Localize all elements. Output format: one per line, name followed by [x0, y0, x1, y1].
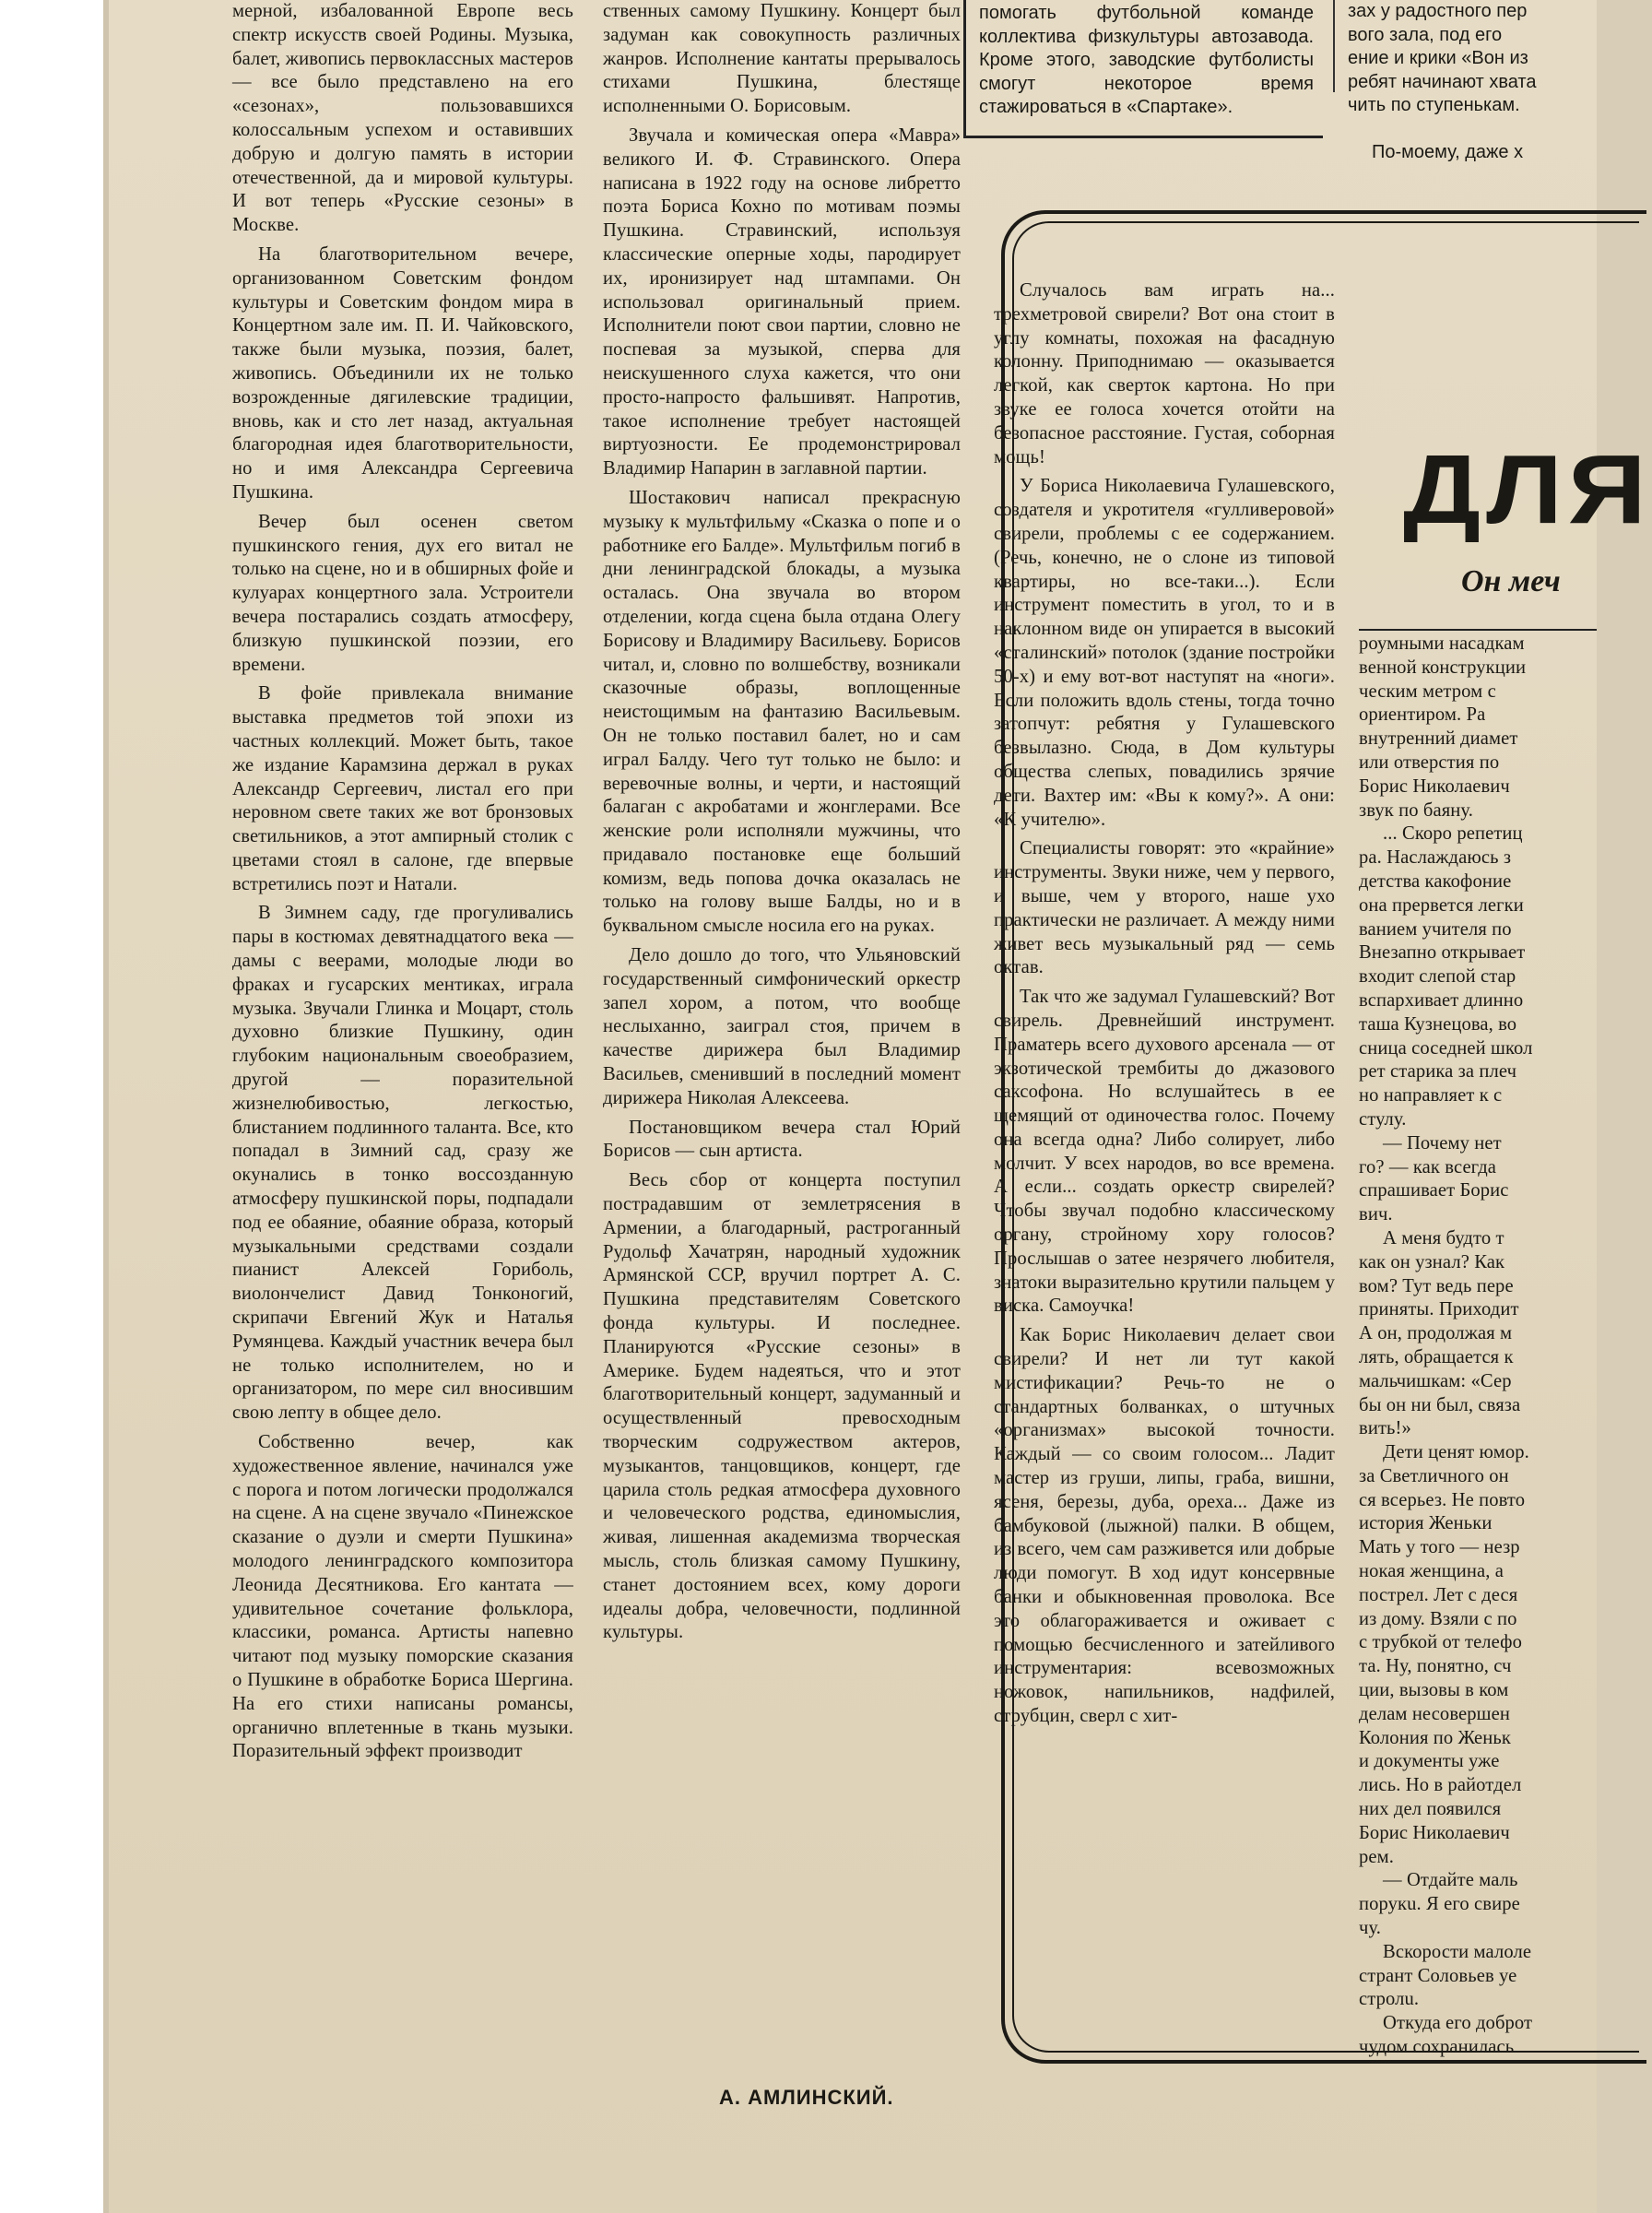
article-column-3 — [994, 279, 1335, 1734]
text-line: — Отдайте маль — [1383, 1870, 1518, 1891]
text-line: порукu. Я его свире — [1359, 1894, 1520, 1915]
text-line: Вскорости малоле — [1383, 1941, 1532, 1962]
text-line: лять, обращается к — [1359, 1346, 1514, 1367]
paragraph: В фойе привлекала внимание выставка предметов той эпохи из частных коллекций. Может быть, такое же издание Карамзина держал в руках Александр Сергеевич, листал его при неровном свете таких же вот бронзовых светильников, а этот ампирный столик с цветами стоял в салоне, где впервые встретились поэт и Натали. — [232, 683, 573, 894]
text-line: — Почему нет — [1383, 1132, 1502, 1154]
text-line: ребят начинают хвата — [1348, 71, 1537, 92]
text-line: Колония по Женьк — [1359, 1727, 1512, 1748]
text-line: А меня будто т — [1383, 1227, 1504, 1249]
text-line: чудом сохранилась — [1359, 2037, 1515, 2058]
text-line: А он, продолжая м — [1359, 1323, 1513, 1344]
text-line: как он узнал? Как — [1359, 1251, 1505, 1272]
text-line: стролu. — [1359, 1989, 1420, 2010]
text-line: мальчишкам: «Сер — [1359, 1370, 1512, 1391]
text-line: вого зала, под его — [1348, 24, 1503, 45]
text-line: чить по ступенькам. — [1348, 95, 1520, 115]
article-headline: ДЛЯ — [1403, 434, 1652, 545]
text-line: ванием учителя по — [1359, 918, 1512, 940]
article-column-1 — [232, 0, 573, 1769]
text-line: ение и крики «Вон из — [1348, 48, 1528, 68]
text-line: странт Соловьев уе — [1359, 1965, 1517, 1986]
paragraph: мерной, избалованной Европе весь спектр искусств своей Родины. Музыка, балет, живопись первоклассных мастеров — все было представлено на его «сезонах», пользовавшихся колоссальным успехом и оставивших добрую и долгую память в истории отечественной, да и мировой культуры. И вот теперь «Русские сезоны» в Москве. — [232, 1, 573, 236]
text-line: лись. Но в райотдел — [1359, 1775, 1522, 1796]
text-line: за Светличного он — [1359, 1465, 1509, 1486]
text-line: она прервется легки — [1359, 894, 1524, 916]
paragraph: Специалисты говорят: это «крайние» инструменты. Звуки ниже, чем у первого, и выше, чем у второго, наше ухо практически не различает. А между ними живет весь музыкальный ряд — семь октав. — [994, 838, 1335, 978]
text-line: звук по баяну. — [1359, 799, 1473, 821]
text-line: го? — как всегда — [1359, 1156, 1497, 1178]
text-line: входит слепой стар — [1359, 966, 1516, 988]
text-line: ра. Наслаждаюсь з — [1359, 847, 1512, 869]
text-line: ции, вызовы в ком — [1359, 1680, 1509, 1701]
text-line: Внезапно открывает — [1359, 942, 1526, 964]
text-line: вить!» — [1359, 1418, 1411, 1439]
text-line: нокая женщина, а — [1359, 1561, 1504, 1582]
text-line: детства какофоние — [1359, 870, 1512, 892]
text-line: внутренний диамет — [1359, 728, 1518, 750]
text-line — [1348, 118, 1597, 142]
sports-note-text: помогать футбольной команде коллектива физкультуры автозавода. Кроме этого, заводские футболисты смогут некоторое время стажироваться в «Спартаке». — [979, 3, 1314, 117]
text-line: Дети ценят юмор. — [1383, 1442, 1529, 1463]
paragraph: Весь сбор от концерта поступил пострадавшим от землетрясения в Армении, а благодарный, растроганный Рудольф Хачатрян, народный художник Армянской ССР, вручил портрет А. С. Пушкина представителям Советского фонда культуры. И последнее. Планируются «Русские сезоны» в Америке. Будем надеяться, что и этот благотворительный концерт, задуманный и осуществленный превосходным творческим содружеством актеров, музыкантов, танцовщиков, концерт, где царила столь редкая атмосфера духовного и человеческого родства, единомыслия, живая, лишенная академизма творческая мысль, столь близкая самому Пушкину, станет достоянием всех, кому дороги идеалы добра, человечности, подлинной культуры. — [603, 1170, 961, 1643]
paragraph: Как Борис Николаевич делает свои свирели? И нет ли тут какой мистификации? Речь-то не о стандартных болванках, о штучных «организмах» высокой точности. Каждый — со своим голосом... Ладит мастер из груши, липы, граба, вишни, ясеня, березы, дуба, ореха... Даже из бамбуковой (лыжной) палки. В общем, из всего, чем сам разживется или добрые люди помогут. В ход идут консервные банки и обыкновенная проволока. Все это облагораживается и оживает с помощью бесчисленного и затейливого инструментария: всевозможных ножовок, напильников, надфилей, струбцин, сверл с хит- — [994, 1325, 1335, 1727]
paragraph: Так что же задумал Гулашевский? Вот свирель. Древнейший инструмент. Праматерь всего духового арсенала — от экзотической трембиты до джазового саксофона. Но вслушайтесь в ее щемящий от одиночества голос. Почему она всегда одна? Либо солирует, либо молчит. У всех народов, во все времена. А если... создать оркестр свирелей? Чтобы звучал подобно классическому органу, стройному хору голосов? Прослышав о затее незрячего любителя, знатоки выразительно крутили пальцем у виска. Самоучка! — [994, 987, 1335, 1317]
text-line: Борис Николаевич — [1359, 1822, 1510, 1843]
text-line: бы он ни был, связа — [1359, 1394, 1521, 1415]
text-line: вспархивает длинно — [1359, 989, 1524, 1011]
text-line: приняты. Приходит — [1359, 1299, 1519, 1320]
text-line: рет старика за плеч — [1359, 1061, 1517, 1083]
text-line: стулу. — [1359, 1108, 1407, 1130]
scan-margin — [0, 0, 109, 2213]
text-line: история Женьки — [1359, 1513, 1493, 1534]
text-line: Мать у того — незр — [1359, 1537, 1520, 1558]
text-line: роумными насадкам — [1359, 633, 1525, 654]
text-line: или отверстия по — [1359, 751, 1500, 773]
paragraph: Собственно вечер, как художественное явление, начинался уже с порога и потом логически продолжался на сцене. А на сцене звучало «Пинежское сказание о дуэли и смерти Пушкина» молодого ленинградского композитора Леонида Десятникова. Его кантата — удивительное сочетание фольклора, классики, романса. Артисты напевно читают под музыку поморские сказания о Пушкине в обработке Бориса Шергина. На его стихи написаны романсы, органично вплетенные в ткань музыки. Поразительный эффект производит — [232, 1432, 573, 1762]
paragraph: Дело дошло до того, что Ульяновский государственный симфонический оркестр запел хором, а потом, что вообще неслыханно, заиграл стоя, причем в качестве дирижера был Владимир Васильев, сменивший в последний момент дирижера Николая Алексеева. — [603, 945, 961, 1108]
paragraph: Шостакович написал прекрасную музыку к мультфильму «Сказка о попе и о работнике его Балде». Мультфильм погиб в дни ленинградской блокады, а музыка осталась. Она звучала во втором отделении, когда сцена была отдана Олегу Борисову и Владимиру Васильеву. Борисов читал, и, словно по волшебству, возникали сказочные образы, воплощенные неистощимым на фантазию Васильевым. Он не только поставил балет, но и сам играл Балду. Чего тут только не было: и веревочные волны, и черти, и настоящий балаган с акробатами и жонглерами. Все женские роли исполняли мужчины, что придавало постановке еще больший комизм, ведь попова дочка оказалась не только на голову выше Балды, но и в буквальном смысле носила его на руках. — [603, 487, 961, 937]
paragraph: Постановщиком вечера стал Юрий Борисов — сын артиста. — [603, 1117, 961, 1162]
author-signature: А. АМЛИНСКИЙ. — [719, 2086, 894, 2109]
text-line: с трубкой от телефо — [1359, 1632, 1523, 1653]
article-subheadline: Он меч — [1461, 564, 1561, 598]
article-column-2 — [603, 0, 961, 1651]
column-divider — [1333, 0, 1335, 92]
text-line: спрашивает Борис — [1359, 1180, 1509, 1201]
sports-note-box — [963, 0, 1323, 138]
text-line: пострел. Лет с деся — [1359, 1584, 1518, 1605]
text-line: и документы уже — [1359, 1751, 1500, 1772]
text-line: чу. — [1359, 1918, 1382, 1939]
paragraph: Случалось вам играть на... трехметровой свирели? Вот она стоит в углу комнаты, похожая на фасадную колонну. Приподнимаю — оказывается легкой, как сверток картона. Но при звуке ее голоса хочется отойти на безопасное расстояние. Густая, соборная мощь! — [994, 280, 1335, 467]
text-line: та. Ну, понятно, сч — [1359, 1656, 1512, 1677]
text-line: таша Кузнецова, во — [1359, 1013, 1517, 1035]
text-line: вич. — [1359, 1204, 1393, 1225]
text-line: Откуда его доброт — [1383, 2013, 1533, 2034]
text-line: из дому. Взяли с по — [1359, 1608, 1517, 1629]
top-right-fragment — [1348, 0, 1597, 165]
text-line: ориентиром. Ра — [1359, 704, 1486, 726]
paragraph: В Зимнем саду, где прогуливались пары в костюмах девятнадцатого века — дамы с веерами, молодые люди во фраках и гусарских ментиках, играла музыка. Звучали Глинка и Моцарт, столь духовно близкие Пушкину, один глубоким национальным своеобразием, другой — поразительной жизнелюбивостью, легкостью, блистанием подлинного таланта. Все, кто попадал в Зимний сад, сразу же окунались в тонко воссозданную атмосферу пушкинской поры, подпадали под ее обаяние, обаяние образа, который музыкальными средствами создали пианист Алексей Гориболь, виолончелист Давид Тонконогий, скрипачи Евгений Жук и Наталья Румянцева. Каждый участник вечера был не только исполнителем, но и организатором, по мере сил вносившим свою лепту в общее дело. — [232, 903, 573, 1424]
text-line: них дел появился — [1359, 1799, 1502, 1820]
text-line: рем. — [1359, 1846, 1395, 1867]
article-column-4 — [1359, 633, 1597, 2060]
text-line: Борис Николаевич — [1359, 775, 1510, 797]
paragraph: Звучала и комическая опера «Мавра» великого И. Ф. Стравинского. Опера написана в 1922 году на основе либретто поэта Бориса Кохно по мотивам поэмы Пушкина. Стравинский, используя классические оперные ходы, пародирует их, иронизирует над штампами. Он использовал оригинальный прием. Исполнители поют свои партии, словно не поспевая за музыкой, сперва для неискушенного слуха кажется, что они просто-напросто фальшивят. Напротив, такое исполнение требует настоящей виртуозности. Ее продемонстрировал Владимир Напарин в заглавной партии. — [603, 124, 961, 479]
text-line: венной конструкции — [1359, 657, 1527, 678]
paragraph: ственных самому Пушкину. Концерт был задуман как совокупность различных жанров. Исполнение кантаты прерывалось стихами Пушкина, блестяще исполненными О. Борисовым. — [603, 1, 961, 117]
paragraph: Вечер был осенен светом пушкинского гения, дух его витал не только на сцене, но и в обширных фойе и кулуарах концертного зала. Устроители вечера постарались создать атмосферу, близкую пушкинской поэзии, его времени. — [232, 511, 573, 675]
text-line: ческим метром с — [1359, 680, 1496, 702]
text-line: ся всерьез. Не повто — [1359, 1489, 1526, 1510]
text-line: ... Скоро репетиц — [1383, 823, 1523, 845]
text-line: зах у радостного пер — [1348, 1, 1528, 21]
text-line: сница соседней школ — [1359, 1037, 1533, 1059]
text-line: По-моему, даже х — [1372, 142, 1524, 162]
text-line: делам несовершен — [1359, 1703, 1510, 1724]
headline-rule — [1359, 629, 1597, 631]
paragraph: У Бориса Николаевича Гулашевского, создателя и укротителя «гулливеровой» свирели, проблемы с ее содержанием. (Речь, конечно, не о слоне из типовой квартиры, но все-таки...). Если инструмент поместить в угол, то и в наклонном виде он упирается в высокий «сталинский» потолок (здание постройки 50-х) и ему вот-вот наступят на «ноги». Если положить вдоль стены, тогда точно затопчут: ребятня у Гулашевского безвылазно. Сюда, в Дом культуры общества слепых, повадились зрячие дети. Вахтер им: «Вы к кому?». А они: «К учителю». — [994, 476, 1335, 830]
paragraph: На благотворительном вечере, организованном Советским фондом культуры и Советским фондом мира в Концертном зале им. П. И. Чайковского, также были музыка, поэзия, балет, живопись. Объединили их не только возрожденные дягилевские традиции, вновь, как и сто лет назад, актуальная благородная идея благотворительности, но и имя Александра Сергеевича Пушкина. — [232, 243, 573, 503]
text-line: но направляет к с — [1359, 1085, 1503, 1106]
text-line: вом? Тут ведь пере — [1359, 1275, 1514, 1296]
